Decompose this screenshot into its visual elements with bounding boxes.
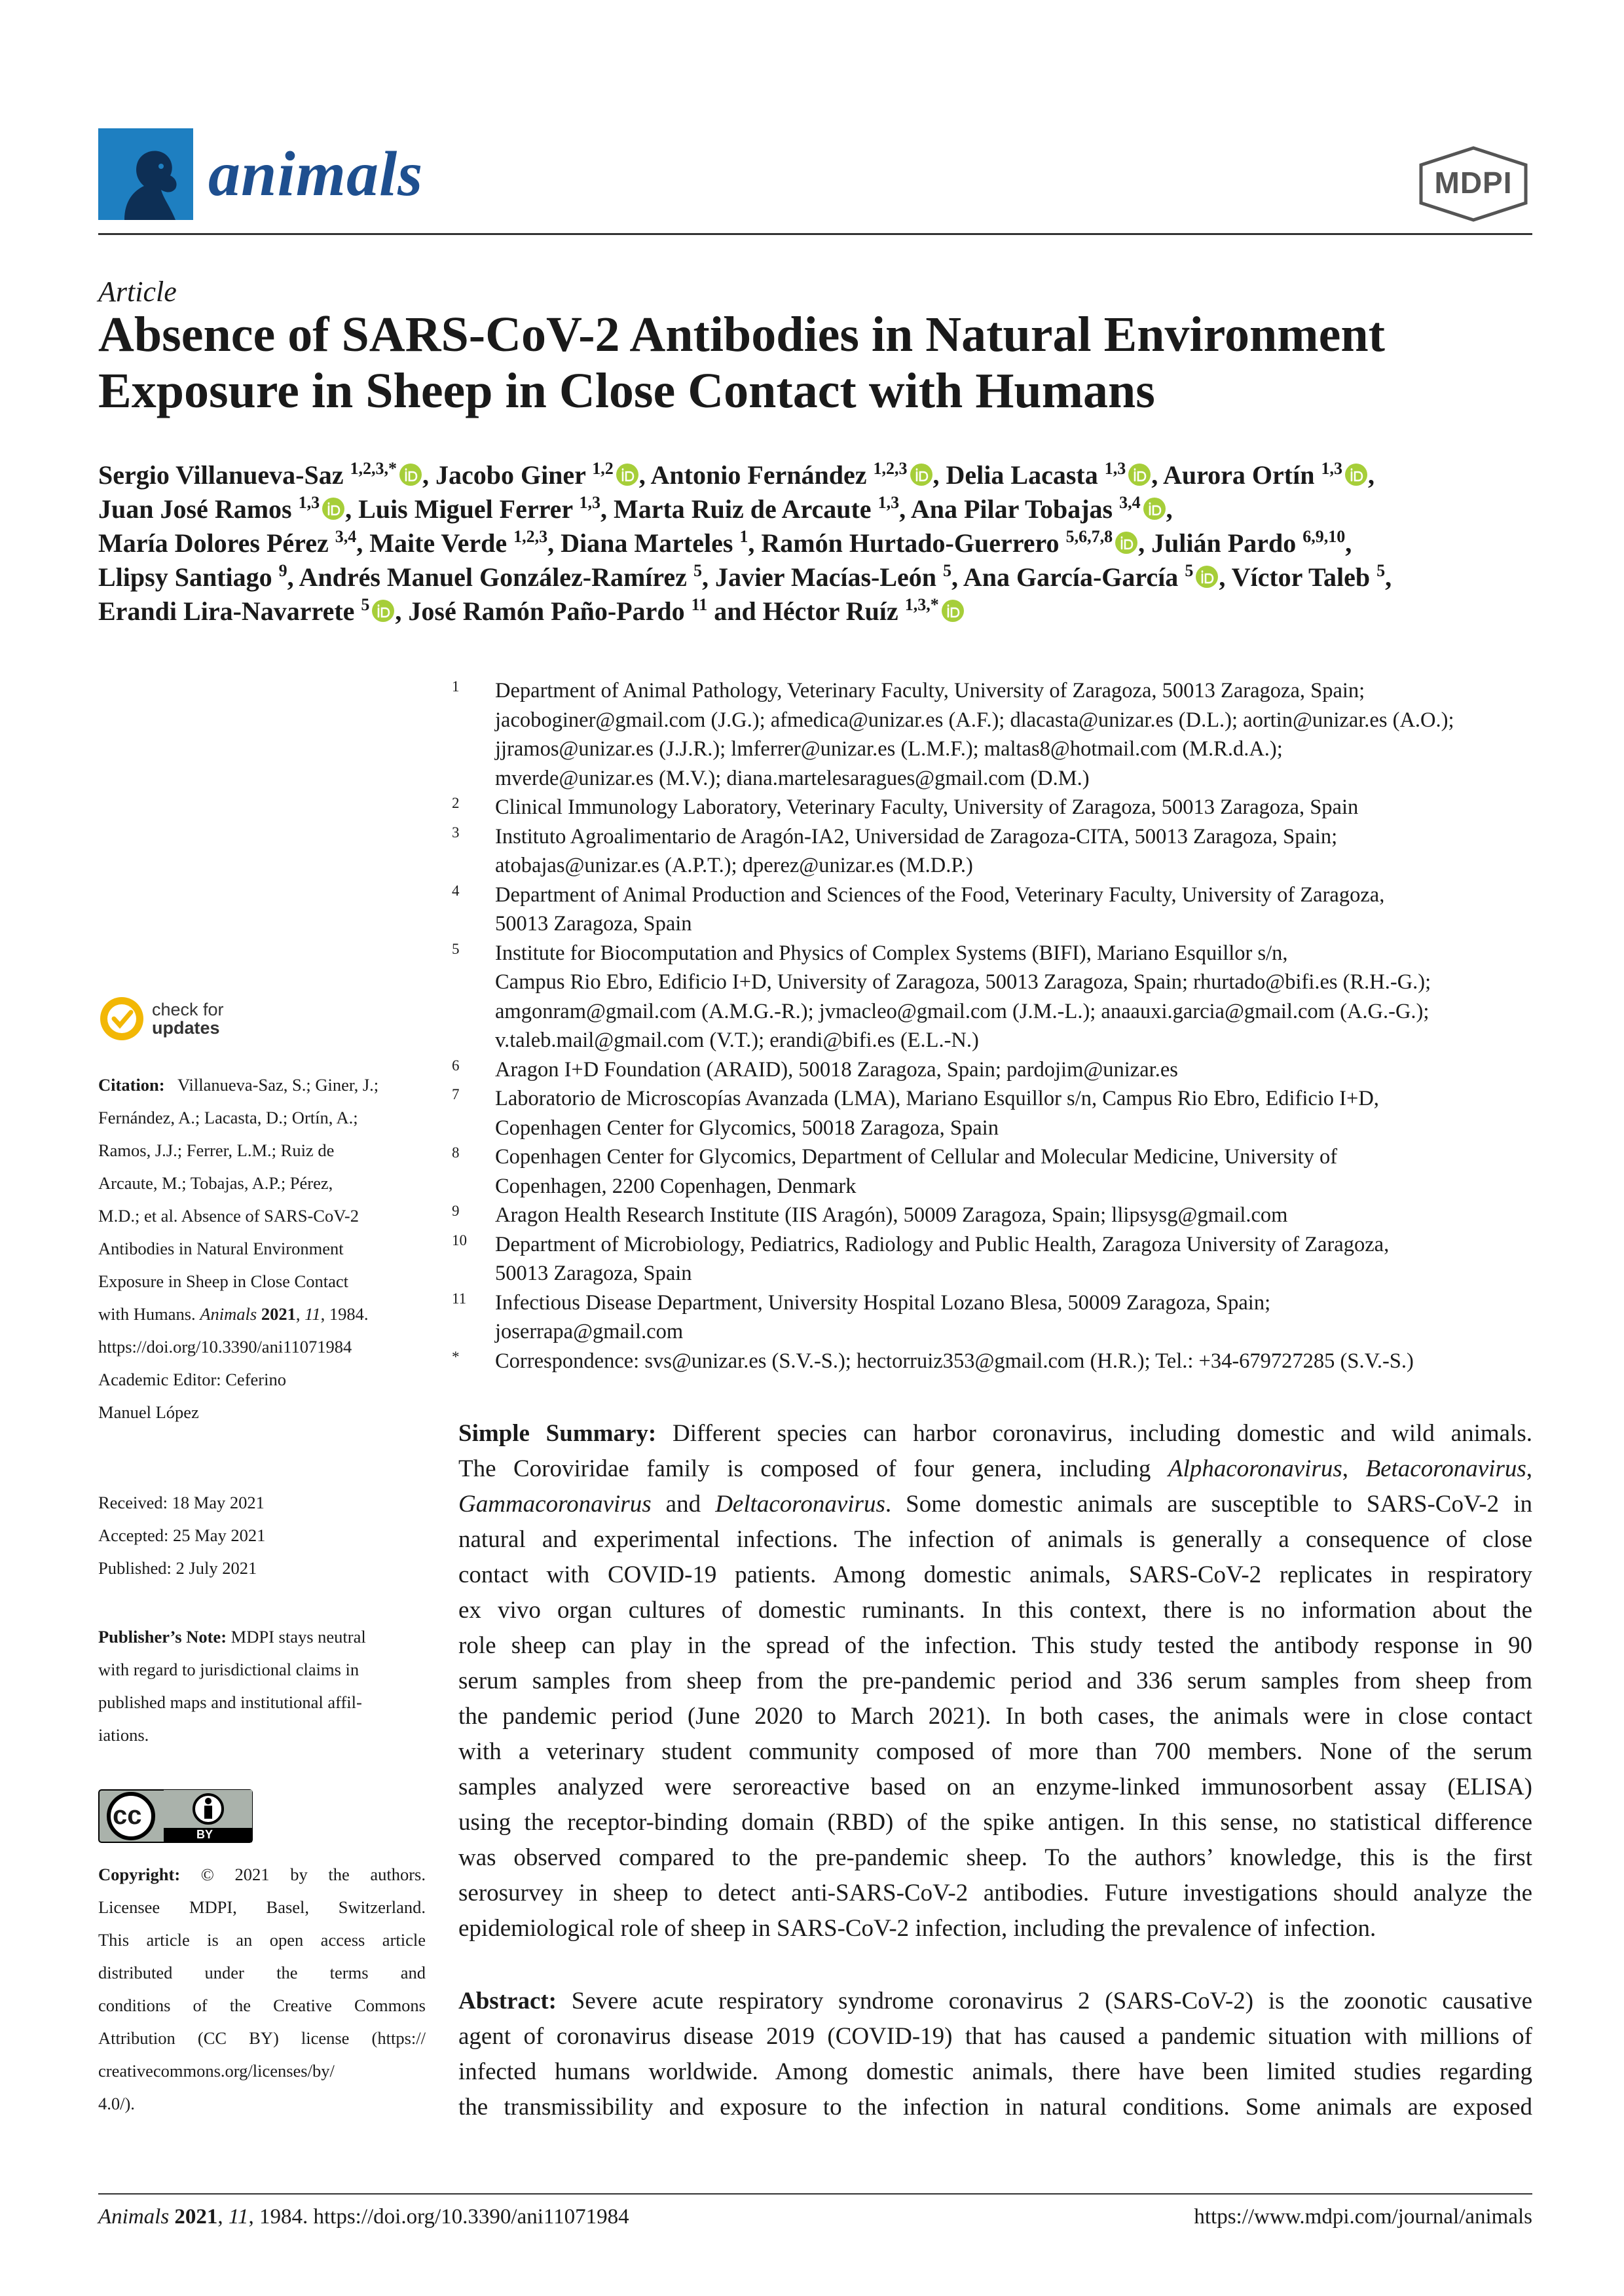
author-affiliation-ref: 5	[1376, 561, 1386, 580]
paragraph-line: serosurvey in sheep to detect anti-SARS-CoV-2 antibodies. Future investigations should analyze the	[458, 1880, 1532, 1906]
footer-divider	[98, 2193, 1532, 2195]
author-separator: ,	[1166, 494, 1173, 524]
author-line	[98, 526, 1539, 560]
affiliation-item	[452, 1142, 1539, 1201]
citation-line: with Humans. Animals 2021, 11, 1984.	[98, 1304, 369, 1324]
simple-summary	[458, 1416, 1532, 1946]
affiliation-number: 7	[452, 1086, 460, 1102]
author	[1232, 562, 1392, 592]
affiliation-line: mverde@unizar.es (M.V.); diana.martelesaragues@gmail.com (D.M.)	[495, 766, 1090, 790]
copyright-line: distributed under the terms and	[98, 1963, 426, 1982]
author-separator: ,	[1138, 528, 1145, 558]
author-affiliation-ref: 5	[943, 561, 952, 580]
affiliation-line: 50013 Zaragoza, Spain	[495, 912, 692, 936]
author-affiliation-ref: 1,2,3	[513, 527, 548, 546]
affiliation-line: 50013 Zaragoza, Spain	[495, 1262, 692, 1285]
citation-line: Arcaute, M.; Tobajas, A.P.; Pérez,	[98, 1173, 333, 1193]
author-name: Ana Pilar Tobajas	[910, 494, 1113, 524]
author-affiliation-ref: 1,2,3	[873, 459, 908, 478]
affiliation-item	[452, 881, 1539, 939]
author	[946, 460, 1158, 490]
paragraph-line: the transmissibility and exposure to the infection in natural conditions. Some animals are exposed	[458, 2094, 1532, 2121]
author	[1151, 528, 1352, 558]
dates-block	[98, 1486, 426, 1584]
author	[435, 460, 646, 490]
note-text: MDPI stays neutral	[231, 1627, 366, 1647]
author-name: Sergio Villanueva-Saz	[98, 460, 344, 490]
affiliation-line: joserrapa@gmail.com	[495, 1320, 684, 1343]
author-separator: ,	[748, 528, 755, 558]
footer-volume: 11	[228, 2205, 249, 2229]
copyright-line: This article is an open access article	[98, 1930, 426, 1950]
citation-volume: 11	[304, 1304, 321, 1324]
affiliation-item	[452, 939, 1539, 1055]
author-separator: ,	[345, 494, 352, 524]
author-affiliation-ref: 1,3	[877, 493, 900, 512]
section-label: Simple Summary:	[458, 1420, 657, 1447]
author-affiliation-ref: 1,3,*	[904, 595, 939, 614]
affiliation-item	[452, 1347, 1539, 1376]
author-affiliation-ref: 9	[278, 561, 287, 580]
citation-journal: Animals	[200, 1304, 257, 1324]
affiliation-line: amgonram@gmail.com (A.M.G.-R.); jvmacleo@gmail.com (J.M.-L.); anaauxi.garcia@gmail.com (A.G.-G.);	[495, 999, 1430, 1023]
author-affiliation-ref: 1,2	[592, 459, 614, 478]
author	[299, 562, 708, 592]
orcid-icon[interactable]	[1143, 497, 1166, 520]
affiliation-line: Department of Microbiology, Pediatrics, Radiology and Public Health, Zaragoza University of Zaragoza,	[495, 1232, 1390, 1256]
note-line: with regard to jurisdictional claims in	[98, 1660, 360, 1679]
author-separator: ,	[1345, 528, 1352, 558]
affiliation-number: 11	[452, 1290, 467, 1307]
affiliation-line: Aragon I+D Foundation (ARAID), 50018 Zaragoza, Spain; pardojim@unizar.es	[495, 1057, 1178, 1082]
orcid-icon[interactable]	[1128, 463, 1151, 486]
title-line: Absence of SARS-CoV-2 Antibodies in Natural Environment	[98, 307, 1385, 362]
paragraph-line: Simple Summary: Different species can harbor coronavirus, including domestic and wild animals.	[458, 1420, 1532, 1447]
affiliation-line: Department of Animal Pathology, Veterinary Faculty, University of Zaragoza, 50013 Zaragoza, Spain;	[495, 679, 1365, 702]
journal-logo	[98, 128, 193, 220]
citation-line: Fernández, A.; Lacasta, D.; Ortín, A.;	[98, 1108, 358, 1127]
author-separator: ,	[932, 460, 940, 490]
citation-line: Antibodies in Natural Environment	[98, 1239, 344, 1258]
author	[98, 562, 294, 592]
author-separator: ,	[701, 562, 709, 592]
article-title	[98, 306, 1532, 419]
author	[358, 494, 607, 524]
published-date: Published: 2 July 2021	[98, 1558, 257, 1578]
footer-journal: Animals	[98, 2205, 170, 2229]
paragraph-line: using the receptor-binding domain (RBD) of the spike antigen. In this sense, no statistical difference	[458, 1809, 1532, 1836]
author-separator: ,	[422, 460, 429, 490]
author-affiliation-ref: 3,4	[335, 527, 357, 546]
article-type: Article	[98, 276, 177, 308]
affiliation-item	[452, 1055, 1539, 1085]
affiliation-line: Institute for Biocomputation and Physics of Complex Systems (BIFI), Mariano Esquillor s/n,	[495, 941, 1288, 965]
note-line	[98, 1620, 426, 1653]
by-label: BY	[196, 1828, 213, 1841]
author-affiliation-ref: 6,9,10	[1302, 527, 1346, 546]
affiliation-number: 6	[452, 1057, 460, 1074]
author-affiliation-ref: 5	[1185, 561, 1194, 580]
author-name: Ramón Hurtado-Guerrero	[761, 528, 1060, 558]
orcid-icon[interactable]	[941, 599, 965, 623]
paragraph-line: serum samples from sheep from the pre-pandemic period and 336 serum samples from sheep from	[458, 1667, 1532, 1694]
author-separator: ,	[638, 460, 646, 490]
paragraph-line: was observed compared to the pre-pandemic sheep. To the authors’ knowledge, this is the first	[458, 1844, 1532, 1871]
paragraph-line: role sheep can play in the spread of the infection. This study tested the antibody response in 90	[458, 1632, 1532, 1659]
note-line: published maps and institutional affil-	[98, 1692, 362, 1712]
citation-article-no: , 1984.	[320, 1304, 369, 1324]
author-affiliation-ref: 1,2,3,*	[350, 459, 397, 478]
author-name: Víctor Taleb	[1231, 562, 1371, 592]
citation-doi-link[interactable]: https://doi.org/10.3390/ani11071984	[98, 1337, 352, 1357]
copyright-line: Attribution (CC BY) license (https://	[98, 2028, 426, 2048]
author	[98, 494, 352, 524]
author	[963, 562, 1225, 592]
orcid-icon[interactable]	[910, 463, 933, 486]
author-name: Antonio Fernández	[650, 460, 867, 490]
paragraph-line: ex vivo organ cultures of domestic ruminants. In this context, there is no information about the	[458, 1597, 1532, 1624]
affiliation-number: 4	[452, 882, 460, 899]
author-separator: ,	[1151, 460, 1158, 490]
orcid-icon[interactable]	[1344, 463, 1368, 486]
author	[1163, 460, 1375, 490]
author-name: Erandi Lira-Navarrete	[98, 596, 355, 626]
orcid-icon[interactable]	[322, 497, 345, 520]
author-separator: ,	[356, 528, 363, 558]
author-separator: ,	[951, 562, 959, 592]
author-name: Diana Marteles	[561, 528, 733, 558]
affiliation-line: Aragon Health Research Institute (IIS Aragón), 50009 Zaragoza, Spain; llipsysg@gmail.com	[495, 1203, 1288, 1227]
affiliation-item	[452, 1201, 1539, 1230]
affiliation-item	[452, 1230, 1539, 1288]
author	[98, 596, 401, 626]
author-name: Andrés Manuel González-Ramírez	[299, 562, 687, 592]
author-name: Aurora Ortín	[1163, 460, 1315, 490]
affiliation-number: 1	[452, 678, 460, 695]
affiliation-line: jjramos@unizar.es (J.J.R.); lmferrer@unizar.es (L.M.F.); maltas8@hotmail.com (M.R.d.A.);	[495, 737, 1283, 761]
affiliation-line: Laboratorio de Microscopías Avanzada (LMA), Mariano Esquillor s/n, Campus Rio Ebro, Edificio I+D,	[495, 1087, 1379, 1110]
affiliation-line: Infectious Disease Department, University Hospital Lozano Blesa, 50009 Zaragoza, Spain;	[495, 1290, 1271, 1315]
affiliation-number: 10	[452, 1231, 467, 1248]
paragraph-line: the pandemic period (June 2020 to March 2021). In both cases, the animals were in close contact	[458, 1703, 1532, 1730]
check-updates-text	[152, 1000, 296, 1037]
paragraph-line: samples analyzed were seroreactive based on an enzyme-linked immunosorbent assay (ELISA)	[458, 1774, 1532, 1800]
author	[651, 460, 940, 490]
header-divider	[98, 233, 1532, 235]
footer-doi[interactable]: , 1984. https://doi.org/10.3390/ani11071984	[248, 2205, 629, 2229]
author-separator: ,	[547, 528, 555, 558]
author-name: Luis Miguel Ferrer	[358, 494, 573, 524]
footer-journal-url[interactable]: https://www.mdpi.com/journal/animals	[1194, 2205, 1532, 2229]
cc-label: cc	[113, 1801, 142, 1830]
section-label: Abstract:	[458, 1988, 557, 2014]
orcid-icon[interactable]	[399, 463, 422, 486]
affiliation-item	[452, 822, 1539, 881]
title-line: Exposure in Sheep in Close Contact with Humans	[98, 363, 1155, 418]
author-affiliation-ref: 5	[693, 561, 702, 580]
paragraph-line: Gammacoronavirus and Deltacoronavirus. Some domestic animals are susceptible to SARS-CoV-2 in	[458, 1491, 1532, 1518]
author	[911, 494, 1173, 524]
author-list	[98, 458, 1539, 629]
author-name: Maite Verde	[369, 528, 507, 558]
citation-block	[98, 1068, 426, 1363]
copyright-text: © 2021 by the authors.	[200, 1865, 426, 1884]
check-updates-line2: updates	[152, 1018, 220, 1038]
citation-text: Villanueva-Saz, S.; Giner, J.;	[177, 1075, 379, 1095]
author-separator: ,	[287, 562, 294, 592]
affiliation-line: Copenhagen Center for Glycomics, 50018 Zaragoza, Spain	[495, 1116, 999, 1140]
author-affiliation-ref: 1,3	[1104, 459, 1126, 478]
author-affiliation-ref: 1,3	[298, 493, 320, 512]
affiliation-number: 8	[452, 1144, 460, 1161]
affiliation-number: 2	[452, 795, 460, 811]
author	[763, 596, 965, 626]
author-name: Héctor Ruíz	[762, 596, 898, 626]
affiliation-line: Copenhagen Center for Glycomics, Department of Cellular and Molecular Medicine, University of	[495, 1145, 1338, 1169]
editor-line: Academic Editor: Ceferino	[98, 1370, 286, 1389]
received-date: Received: 18 May 2021	[98, 1493, 265, 1512]
academic-editor	[98, 1363, 426, 1429]
author	[715, 562, 958, 592]
affiliation-line: Correspondence: svs@unizar.es (S.V.-S.); hectorruiz353@gmail.com (H.R.); Tel.: +34-679727285 (S.V.-S.)	[495, 1349, 1414, 1373]
affiliation-item	[452, 1084, 1539, 1142]
affiliation-number: 9	[452, 1203, 460, 1219]
author-affiliation-ref: 1,3	[579, 493, 600, 512]
accepted-date: Accepted: 25 May 2021	[98, 1525, 266, 1545]
copyright-label: Copyright:	[98, 1865, 181, 1884]
author-name: José Ramón Paño-Pardo	[408, 596, 685, 626]
author-name: Delia Lacasta	[946, 460, 1098, 490]
genus-name: Betacoronavirus	[1365, 1455, 1526, 1482]
affiliation-line: Copenhagen, 2200 Copenhagen, Denmark	[495, 1174, 857, 1198]
editor-line: Manuel López	[98, 1402, 199, 1422]
cc-by-license-badge[interactable]	[98, 1789, 253, 1843]
affiliation-item	[452, 1288, 1539, 1347]
citation-year: 2021	[261, 1304, 296, 1324]
author-separator: ,	[899, 494, 906, 524]
check-for-updates-button[interactable]	[98, 995, 295, 1048]
author-line	[98, 458, 1539, 492]
author	[98, 460, 429, 490]
author	[408, 596, 756, 626]
copyright-line: Licensee MDPI, Basel, Switzerland.	[98, 1897, 426, 1917]
author	[369, 528, 554, 558]
genus-name: Alphacoronavirus	[1168, 1455, 1342, 1482]
orcid-icon[interactable]	[371, 599, 395, 623]
check-updates-line1: check for	[152, 1000, 224, 1019]
author	[614, 494, 906, 524]
copyright-line	[98, 1858, 426, 1891]
author-affiliation-ref: 1	[739, 527, 748, 546]
author-name: Jacobo Giner	[435, 460, 586, 490]
paragraph-line: contact with COVID-19 patients. Among domestic animals, SARS-CoV-2 replicates in respiratory	[458, 1561, 1532, 1588]
author-name: Julián Pardo	[1151, 528, 1297, 558]
affiliation-line: jacoboginer@gmail.com (J.G.); afmedica@unizar.es (A.F.); dlacasta@unizar.es (D.L.); aortin@unizar.es (A.O.);	[495, 708, 1454, 732]
author-name: Ana García-García	[963, 562, 1179, 592]
paragraph-line: natural and experimental infections. The infection of animals is generally a consequence of close	[458, 1526, 1532, 1553]
author-name: Javier Macías-León	[714, 562, 937, 592]
abstract	[458, 1984, 1532, 2125]
copyright-block	[98, 1858, 426, 2120]
author-line	[98, 492, 1539, 526]
author-separator: ,	[395, 596, 402, 626]
author-separator: ,	[600, 494, 607, 524]
affiliation-item	[452, 676, 1539, 793]
author-name: María Dolores Pérez	[98, 528, 329, 558]
journal-name: animals	[208, 139, 424, 210]
paragraph-line: Abstract: Severe acute respiratory syndrome coronavirus 2 (SARS-CoV-2) is the zoonotic causative	[458, 1988, 1533, 2014]
orcid-icon[interactable]	[1195, 565, 1219, 589]
check-badge-icon	[98, 995, 145, 1042]
author-line	[98, 560, 1539, 594]
citation-line: Ramos, J.J.; Ferrer, L.M.; Ruiz de	[98, 1140, 335, 1160]
author-affiliation-ref: 3,4	[1119, 493, 1141, 512]
affiliation-line: Instituto Agroalimentario de Aragón-IA2, Universidad de Zaragoza-CITA, 50013 Zaragoza, Spain;	[495, 824, 1338, 848]
paragraph-line: infected humans worldwide. Among domestic animals, there have been limited studies regarding	[458, 2058, 1532, 2085]
author-separator: ,	[1367, 460, 1375, 490]
monkey-icon	[98, 128, 193, 220]
author-name: Juan José Ramos	[98, 494, 292, 524]
author-name: Marta Ruiz de Arcaute	[613, 494, 872, 524]
copyright-line: conditions of the Creative Commons	[98, 1995, 426, 2015]
author-affiliation-ref: 1,3	[1321, 459, 1342, 478]
author-affiliation-ref: 5,6,7,8	[1065, 527, 1113, 546]
author	[761, 528, 1145, 558]
author	[561, 528, 754, 558]
affiliation-number: 3	[452, 824, 460, 841]
author-separator: ,	[1219, 562, 1226, 592]
note-line: iations.	[98, 1725, 149, 1745]
affiliation-line: Campus Rio Ebro, Edificio I+D, University of Zaragoza, 50013 Zaragoza, Spain; rhurtado@bifi.es (R.H.-G.);	[495, 970, 1431, 994]
citation-label: Citation:	[98, 1075, 165, 1095]
author-affiliation-ref: 5	[361, 595, 370, 614]
publisher-name: MDPI	[1434, 166, 1513, 200]
orcid-icon[interactable]	[616, 463, 639, 486]
note-label: Publisher’s Note:	[98, 1627, 227, 1647]
genus-name: Gammacoronavirus	[458, 1491, 652, 1518]
affiliation-item	[452, 793, 1539, 822]
affiliation-number: *	[452, 1348, 460, 1365]
footer-year: 2021	[174, 2205, 218, 2229]
paragraph-line: epidemiological role of sheep in SARS-CoV-2 infection, including the prevalence of infection.	[458, 1915, 1376, 1942]
author-affiliation-ref: 11	[691, 595, 708, 614]
copyright-line: 4.0/).	[98, 2094, 135, 2113]
affiliation-line: Clinical Immunology Laboratory, Veterinary Faculty, University of Zaragoza, 50013 Zaragoza, Spain	[495, 795, 1359, 819]
paragraph-line: with a veterinary student community composed of more than 700 members. None of the serum	[458, 1738, 1532, 1765]
affiliation-line: atobajas@unizar.es (A.P.T.); dperez@unizar.es (M.D.P.)	[495, 854, 973, 877]
author-separator: and	[707, 596, 756, 626]
affiliation-list	[452, 676, 1539, 1376]
citation-line	[98, 1068, 426, 1101]
author-name: Llipsy Santiago	[98, 562, 272, 592]
affiliation-line: v.taleb.mail@gmail.com (V.T.); erandi@bifi.es (E.L.-N.)	[495, 1029, 979, 1052]
author	[98, 528, 363, 558]
citation-line: M.D.; et al. Absence of SARS-CoV-2	[98, 1206, 359, 1226]
paragraph-line: agent of coronavirus disease 2019 (COVID-19) that has caused a pandemic situation with millions of	[458, 2023, 1532, 2050]
publisher-note	[98, 1620, 426, 1751]
paragraph-line: The Coroviridae family is composed of four genera, including Alphacoronavirus, Betacoronavirus,	[458, 1455, 1532, 1482]
copyright-line[interactable]: creativecommons.org/licenses/by/	[98, 2061, 335, 2081]
publisher-logo	[1416, 145, 1531, 223]
author-line	[98, 594, 1539, 629]
citation-line: Exposure in Sheep in Close Contact	[98, 1271, 348, 1291]
genus-name: Deltacoronavirus	[715, 1491, 885, 1518]
affiliation-number: 5	[452, 940, 460, 957]
author-separator: ,	[1385, 562, 1392, 592]
orcid-icon[interactable]	[1115, 531, 1138, 555]
affiliation-line: Department of Animal Production and Sciences of the Food, Veterinary Faculty, University of Zaragoza,	[495, 883, 1385, 907]
citation-text: with Humans.	[98, 1304, 196, 1324]
footer-citation: Animals 2021, 11, 1984. https://doi.org/10.3390/ani11071984	[98, 2205, 629, 2229]
